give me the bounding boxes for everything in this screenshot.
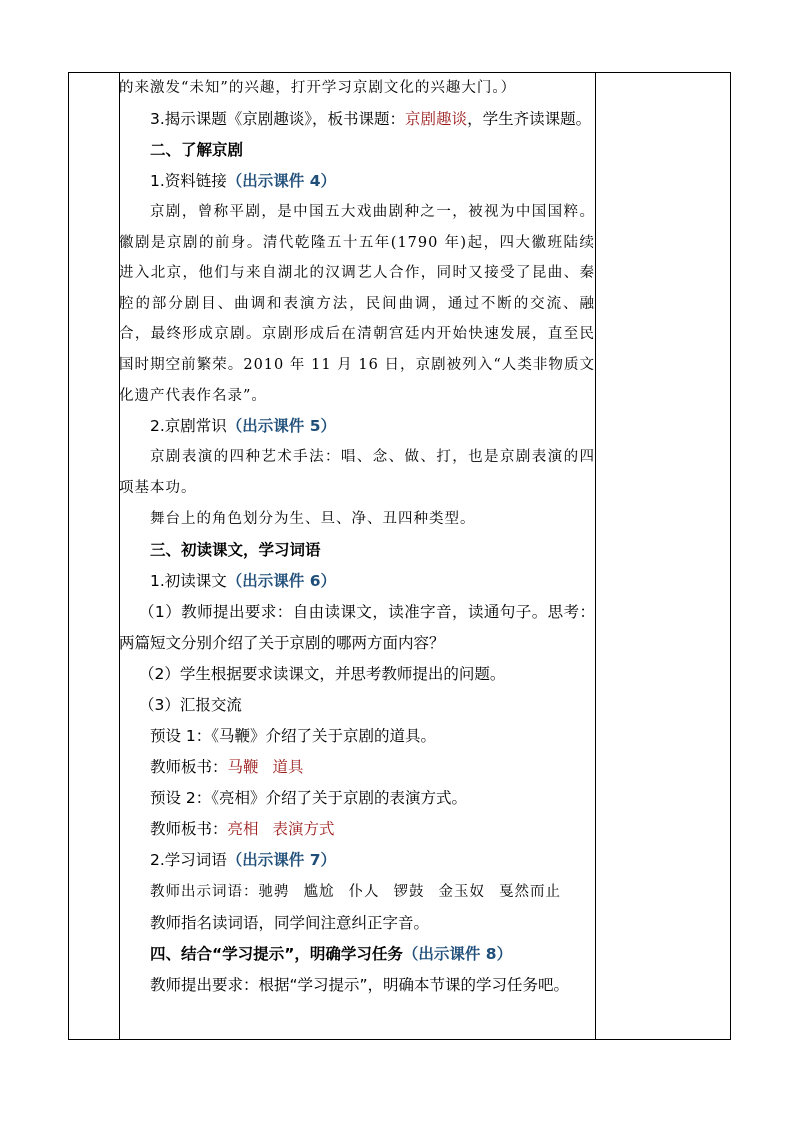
courseware-ref: （出示课件 8） — [402, 945, 513, 964]
vocabulary-line — [119, 876, 595, 908]
board-line-1 — [119, 752, 595, 783]
vocab-word: 锣鼓 — [393, 884, 425, 901]
courseware-ref: （出示课件 6） — [226, 572, 336, 591]
opera-roles: 舞台上的角色划分为生、旦、净、丑四种类型。 — [150, 511, 476, 528]
topic-text: 3.揭示课题《京剧趣谈》，板书课题： — [150, 110, 406, 128]
vocab-word: 戛然而止 — [499, 884, 561, 901]
vocab-word: 驰骋 — [258, 884, 290, 901]
topic-text-end: ，学生齐读课题。 — [467, 110, 592, 128]
courseware-ref: （出示课件 5） — [226, 417, 336, 436]
subsection-3 — [119, 566, 595, 597]
beijing-opera-intro: 京剧，曾称平剧，是中国五大戏曲剧种之一，被视为中国国粹。徽剧是京剧的前身。清代乾隆五十五年(1790 年)起，四大徽班陆续进入北京，他们与来自湖北的汉调艺人合作，同时又接受了昆曲、秦腔的部分剧目、曲调和表演方法，民间曲调，通过不断的交流、融合，最终形成京剧。京剧形成后在清朝宫廷内开始快速发展，直至民国时期空前繁荣。2010 年 11 月 16 日，京剧被列入“人类非物质文化遗产代表作名录”。 — [119, 204, 595, 404]
board-word: 表演方式 — [272, 820, 335, 839]
subsection-4 — [119, 845, 595, 876]
vocab-reading: 教师指名读词语，同学间注意纠正字音。 — [150, 914, 430, 933]
subsection-1 — [119, 166, 595, 197]
preset-2: 预设 2：《亮相》介绍了关于京剧的表演方式。 — [150, 789, 468, 808]
courseware-ref: （出示课件 7） — [226, 851, 336, 870]
subsection-label: 2.学习词语 — [150, 851, 227, 870]
subsection-2 — [119, 411, 595, 442]
final-task: 教师提出要求：根据“学习提示”，明确本节课的学习任务吧。 — [150, 976, 570, 995]
vocab-word: 仆人 — [348, 884, 380, 901]
subsection-label: 2.京剧常识 — [150, 417, 227, 436]
board-line-2 — [119, 814, 595, 845]
topic-paragraph — [119, 104, 595, 135]
text-line: 的来激发“未知”的兴趣，打开学习京剧文化的兴趣大门。） — [119, 80, 517, 96]
board-title: 京剧趣谈 — [405, 110, 468, 128]
student-task: （2）学生根据要求读课文，并思考教师提出的问题。 — [139, 665, 506, 684]
board-word: 马鞭 — [227, 758, 259, 777]
board-label: 教师板书： — [150, 758, 228, 777]
lesson-content — [119, 72, 595, 1001]
vocab-word: 尴尬 — [303, 884, 335, 901]
report-exchange: （3）汇报交流 — [139, 696, 242, 715]
section-heading-text: 四、结合“学习提示”，明确学习任务 — [150, 945, 403, 964]
section-heading-4 — [119, 939, 595, 970]
opera-basics: 京剧表演的四种艺术手法：唱、念、做、打，也是京剧表演的四项基本功。 — [119, 449, 595, 497]
subsection-label: 1.初读课文 — [150, 572, 227, 591]
table-column-divider-right — [595, 73, 596, 1039]
teacher-question: （1）教师提出要求：自由读课文，读准字音，读通句子。思考：两篇短文分别介绍了关于京剧的哪两方面内容？ — [119, 603, 595, 653]
board-word: 亮相 — [227, 820, 259, 839]
board-word: 道具 — [272, 758, 304, 777]
board-label: 教师板书： — [150, 820, 228, 839]
preset-1: 预设 1：《马鞭》介绍了关于京剧的道具。 — [150, 727, 437, 746]
section-heading-2: 二、了解京剧 — [150, 141, 244, 159]
subsection-label: 1.资料链接 — [150, 172, 227, 190]
vocab-word: 金玉奴 — [438, 884, 485, 901]
courseware-ref: （出示课件 4） — [226, 172, 336, 190]
vocab-label: 教师出示词语： — [150, 884, 259, 901]
section-heading-3: 三、初读课文，学习词语 — [150, 541, 321, 560]
